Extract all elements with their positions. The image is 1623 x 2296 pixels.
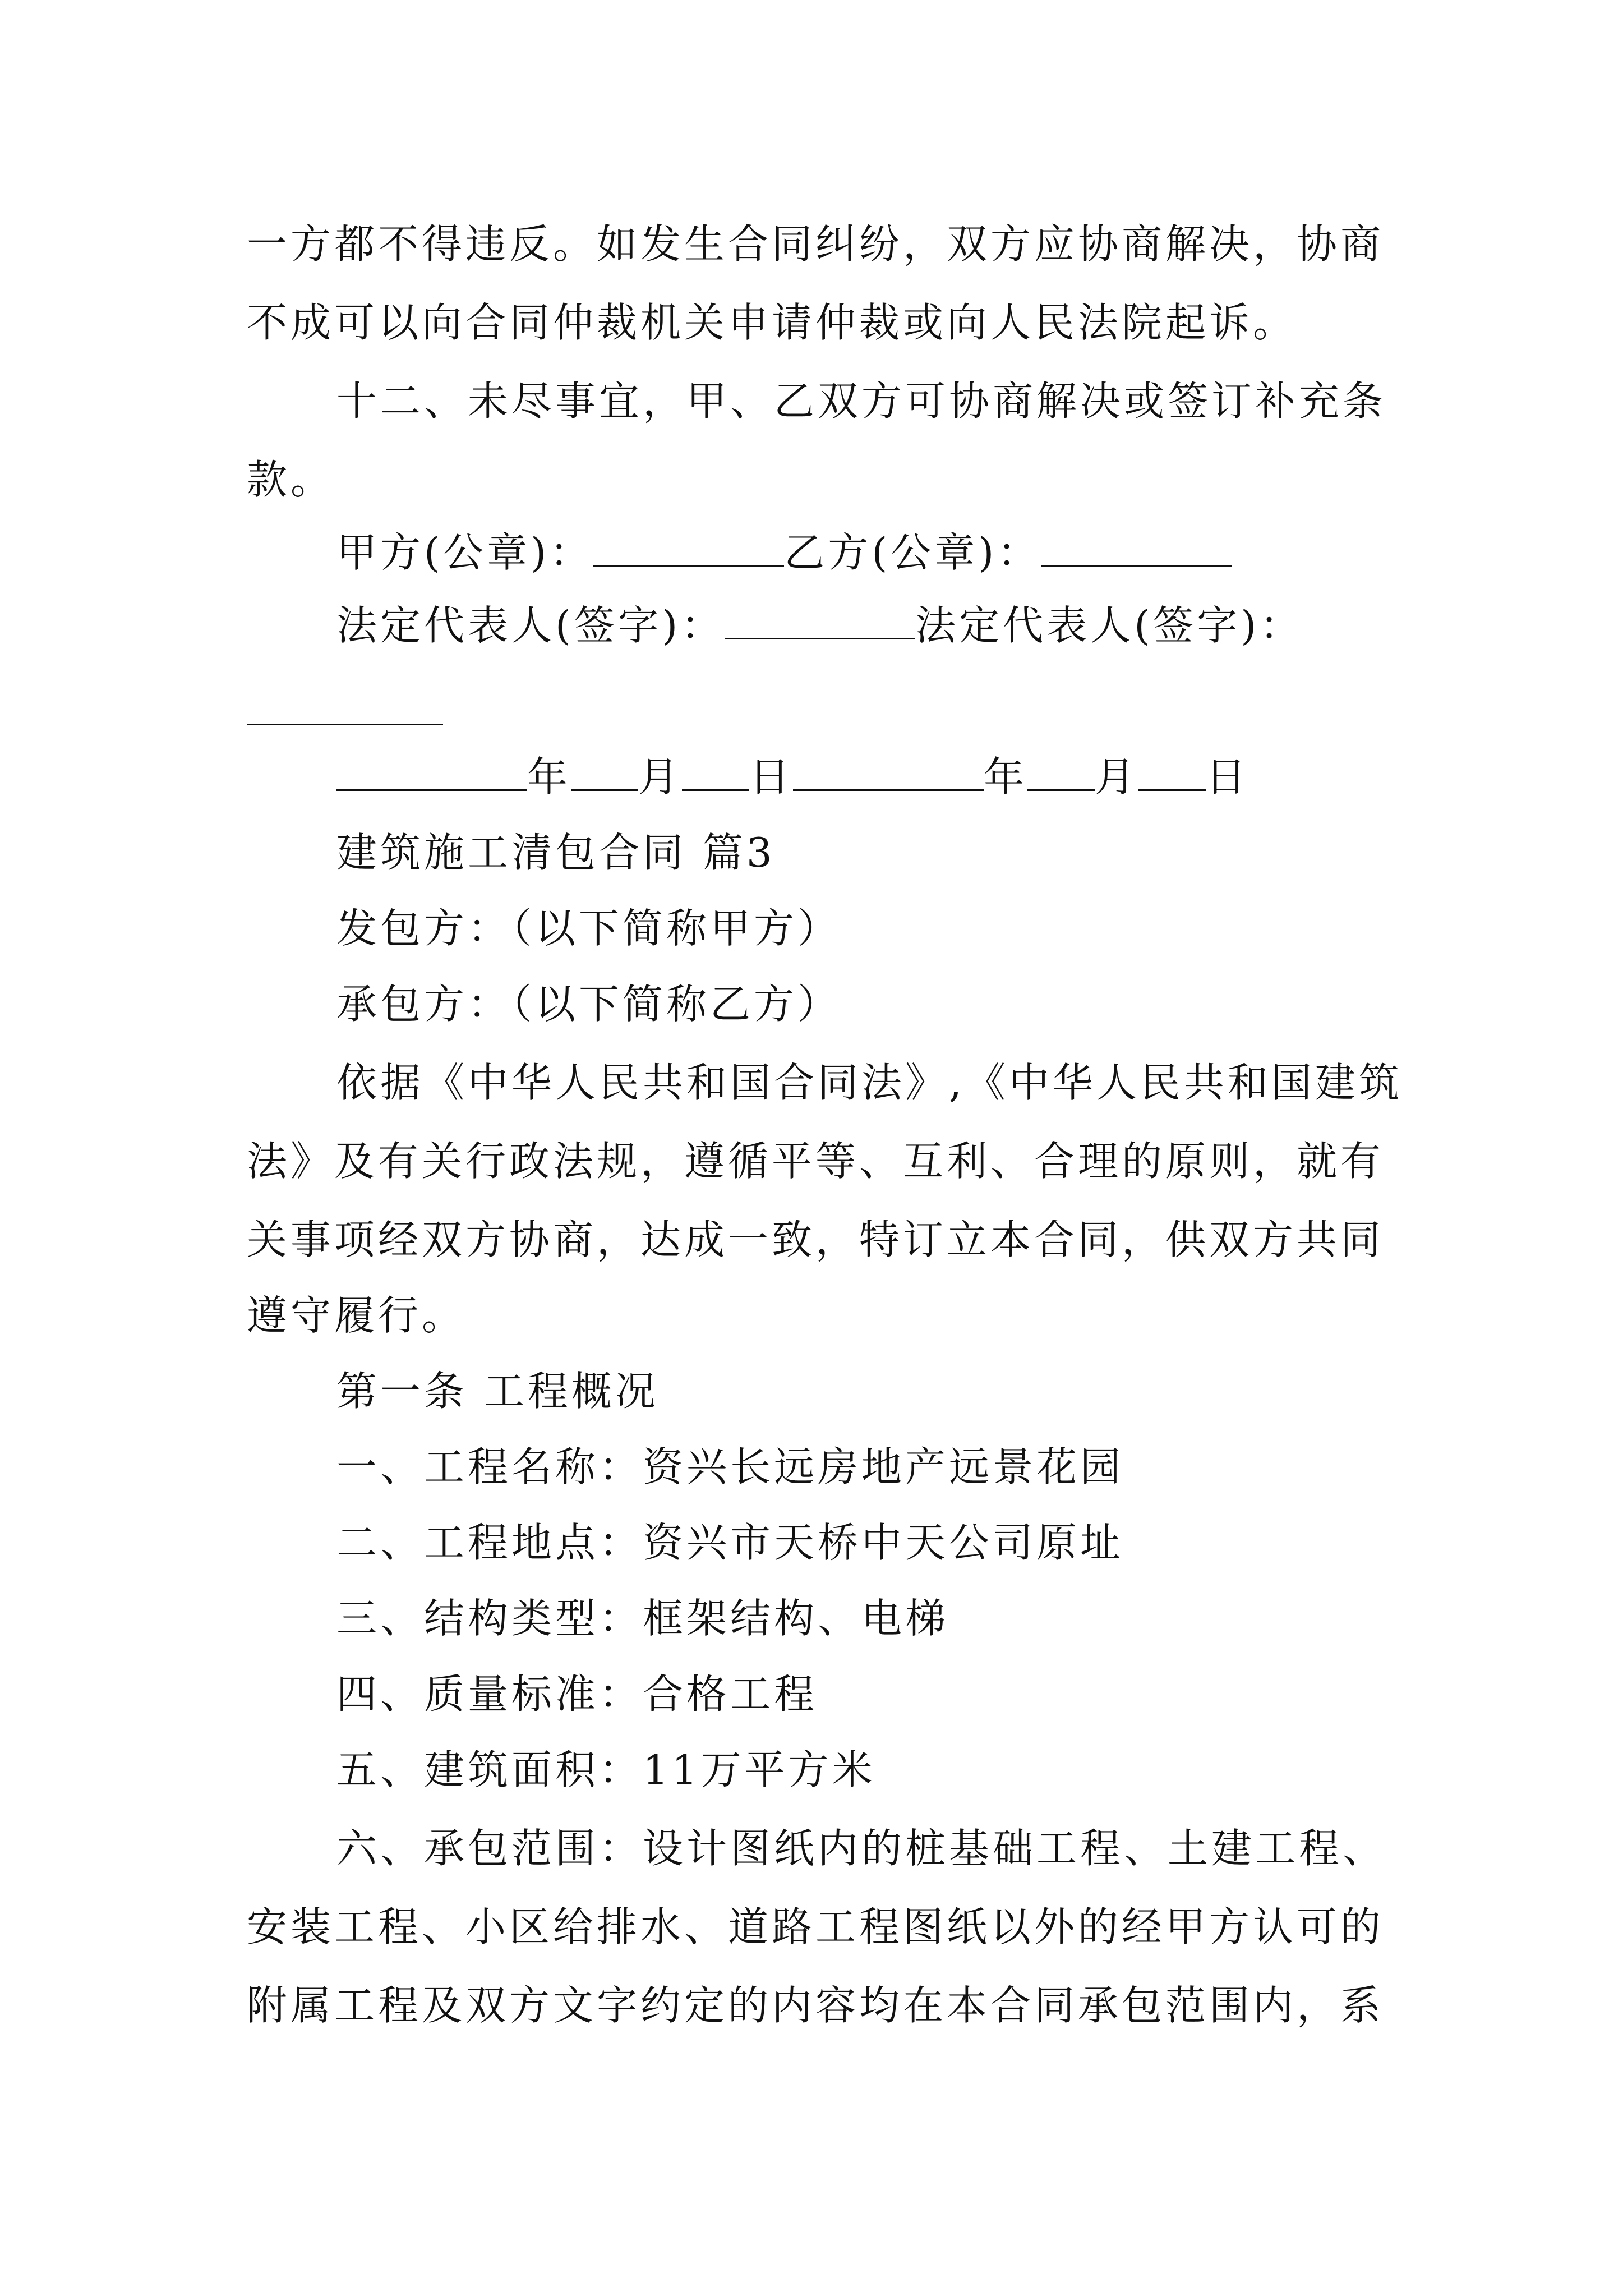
month-blank: [571, 750, 638, 791]
body-line: 不成可以向合同仲裁机关申请仲裁或向人民法院起诉。: [247, 299, 1297, 346]
year-blank: [336, 750, 527, 791]
clause-twelve: 十二、未尽事宜，甲、乙双方可协商解决或签订补充条: [336, 378, 1387, 425]
month-label: 月: [1095, 753, 1139, 800]
party-b-seal-blank: [1041, 526, 1232, 567]
scope-line: 安装工程、小区给排水、道路工程图纸以外的经甲方认可的: [247, 1903, 1385, 1950]
month-blank: [1027, 750, 1095, 791]
party-a-seal-label: 甲方(公章)：: [336, 529, 594, 576]
party-b-rep-blank: [247, 724, 443, 725]
party-a-seal-blank: [593, 526, 784, 567]
overview-item: 五、建筑面积：11万平方米: [336, 1746, 876, 1793]
day-label: 日: [1206, 753, 1250, 800]
overview-item: 四、质量标准：合格工程: [336, 1671, 818, 1718]
overview-item: 三、结构类型：框架结构、电梯: [336, 1595, 949, 1642]
party-a-rep-blank: [725, 599, 915, 639]
section-title: 建筑施工清包合同 篇3: [336, 829, 776, 876]
overview-item: 二、工程地点：资兴市天桥中天公司原址: [336, 1519, 1124, 1566]
year-blank: [793, 750, 984, 791]
intro-line: 法》及有关行政法规，遵循平等、互利、合理的原则，就有: [247, 1138, 1385, 1185]
intro-line: 关事项经双方协商，达成一致，特订立本合同，供双方共同: [247, 1216, 1385, 1263]
overview-item: 一、工程名称：资兴长远房地产远景花园: [336, 1443, 1124, 1490]
scope-line: 附属工程及双方文字约定的内容均在本合同承包范围内，系: [247, 1982, 1385, 2029]
year-label: 年: [984, 753, 1028, 800]
signature-seal-line: [336, 524, 1402, 581]
party-b-rep-label: 法定代表人(签字)：: [915, 602, 1304, 649]
intro-line: 依据《中华人民共和国合同法》,《中华人民共和国建筑: [336, 1059, 1403, 1106]
day-blank: [682, 750, 749, 791]
date-line: [336, 749, 1402, 805]
body-line: 一方都不得违反。如发生合同纠纷，双方应协商解决，协商: [247, 220, 1385, 268]
month-label: 月: [638, 753, 683, 800]
day-blank: [1138, 750, 1206, 791]
party-a-rep-label: 法定代表人(签字)：: [336, 602, 725, 649]
scope-line: 六、承包范围：设计图纸内的桩基础工程、土建工程、: [336, 1825, 1387, 1872]
year-label: 年: [527, 753, 571, 800]
party-b-seal-label: 乙方(公章)：: [784, 529, 1041, 576]
signature-rep-line: [336, 597, 1402, 654]
day-label: 日: [749, 753, 794, 800]
article-title: 第一条 工程概况: [336, 1368, 659, 1415]
contractor-line: 承包方：（以下简称乙方）: [336, 981, 842, 1028]
employer-line: 发包方：（以下简称甲方）: [336, 905, 842, 952]
body-line: 款。: [247, 456, 335, 503]
intro-line: 遵守履行。: [247, 1292, 466, 1339]
